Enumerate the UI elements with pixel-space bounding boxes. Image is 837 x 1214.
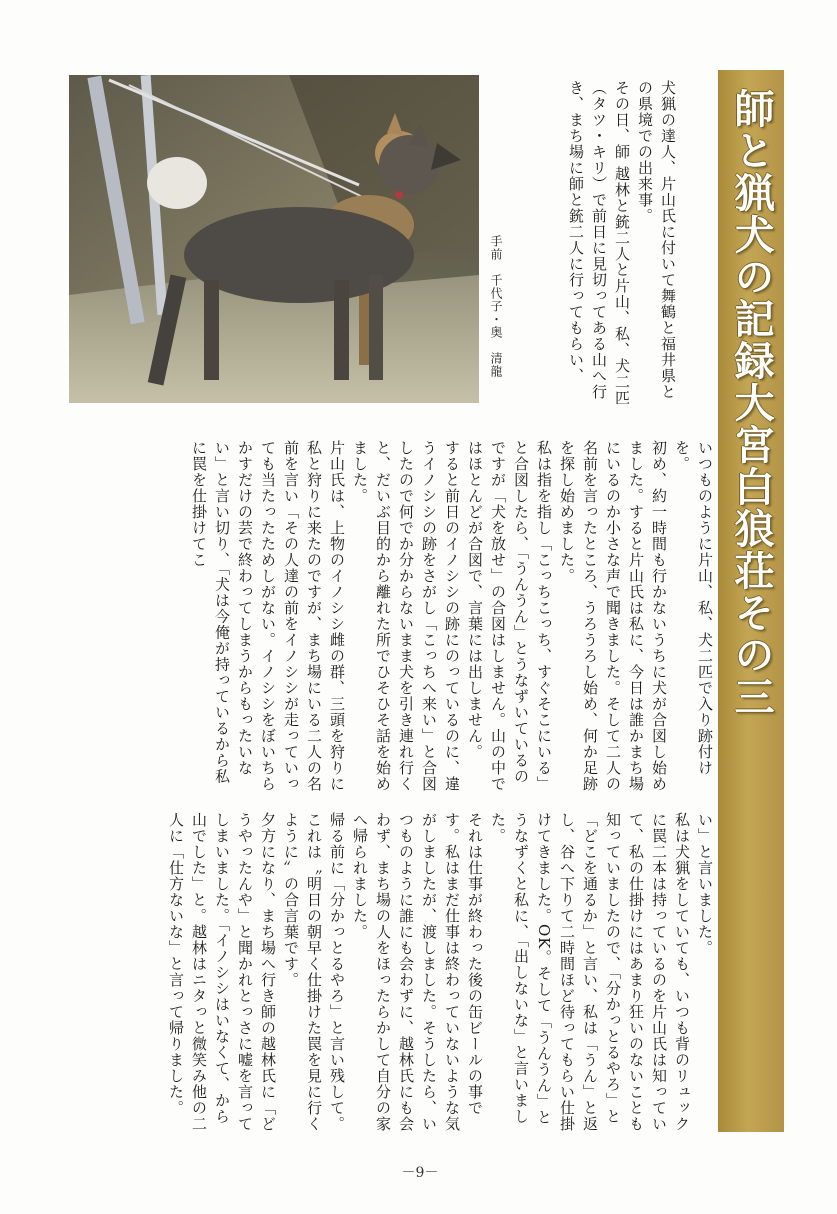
title-line-3: その三 — [728, 592, 775, 718]
body-paragraph: それは仕事が終わった後の缶ビールの事です。私はまだ仕事は終わっていないような気がしましたが、渡しました。そうしたら、いつものように誰にも会わずに、越林氏にも会わず、まち場の人をほったらかして自分の家へ帰られました。 — [351, 812, 484, 1132]
intro-paragraph: その日、師 越林と銃二人と片山、私、犬二匹（タツ・キリ）で前日に見切ってある山へ行き、まち場に師と銃二人に行ってもらい、 — [567, 80, 631, 406]
body-paragraph: 帰る前に「分かっとるやろ」と言い残して。これは〝明日の朝早く仕掛けた罠を見に行くように〟の合言葉です。 — [282, 812, 346, 1132]
body-paragraph: いつものように片山、私、犬二匹で入り跡付けを。 — [673, 440, 714, 776]
intro-text — [549, 80, 679, 410]
body-text-lower — [66, 812, 716, 1132]
intro-paragraph: 犬猟の達人、片山氏に付いて舞鶴と福井県との県境での出来事。 — [636, 80, 677, 400]
article-title — [718, 88, 784, 1118]
title-line-1: 師と猟犬の記録 — [728, 88, 775, 382]
body-paragraph: 夕方になり、まち場へ行き師の越林氏に「どうやったんや」と聞かれとっさに嘘を言ってしまいました。「イノシシはいなくて、から山でした」と。越林はニタっと微笑み他の二人に「仕方ないな」と言って帰りました。 — [167, 812, 277, 1132]
title-band — [718, 70, 784, 1132]
body-paragraph: すると前日のイノシシの跡にのっているのに、違うイノシシの跡をさがし「こっちへ来い」と合図したので何でか分からないまま犬を引き連れ行くと、だいぶ目的から離れた所でひそひそ話を始めました。 — [351, 440, 461, 792]
body-paragraph: 私は指を指し「こっちこっち、すぐそこにいる」と合図したら、「うんうん」とうなずいているのですが「犬を放せ」の合図はしません。山の中ではほとんどが合図で、言葉には出しません。 — [466, 440, 553, 792]
dog-photo-image — [69, 75, 479, 403]
photo-caption: 手前 千代子・奥 清龍 — [489, 235, 503, 378]
title-line-2: 大宮白狼荘 — [728, 382, 775, 592]
body-paragraph: い」と言いました。 — [696, 812, 714, 956]
page-number: －9－ — [401, 1165, 439, 1181]
body-paragraph: 私は犬猟をしていても、いつも背のリュックに罠二本は持っているのを片山氏は知っていて、私の仕掛けにはあまり狂いのないことも知っていましたので、「分かっとるやろ」と「どこを通るか」と言い、私は「うん」と返し、谷へ下りて二時間ほど待ってもらい仕掛けてきました。OK。そして「うんうん」とうなずくと私に、「出しないな」と言いました。 — [489, 812, 691, 1132]
body-paragraph: 片山氏は、上物のイノシシ雌の群、三頭を狩りに私と狩りに来たのですが、まち場にいる二人の名前を言い「その人達の前をイノシシが走っていっても当たったためしがない。イノシシをぼいちらかすだけの芸で終わってしまうからもったいない」と言い切り、「犬は今俺が持っているから私に罠を仕掛けてこ — [190, 440, 346, 792]
body-paragraph: 初め、約一時間も行かないうちに犬が合図し始めました。すると片山氏は私に、今日は誰かまち場にいるのか小さな声で聞きました。そして二人の名前を言ったところ、うろうろし始め、何か足跡を探し始めました。 — [558, 440, 668, 792]
body-text-upper — [66, 440, 716, 800]
dog-photo — [69, 75, 479, 403]
